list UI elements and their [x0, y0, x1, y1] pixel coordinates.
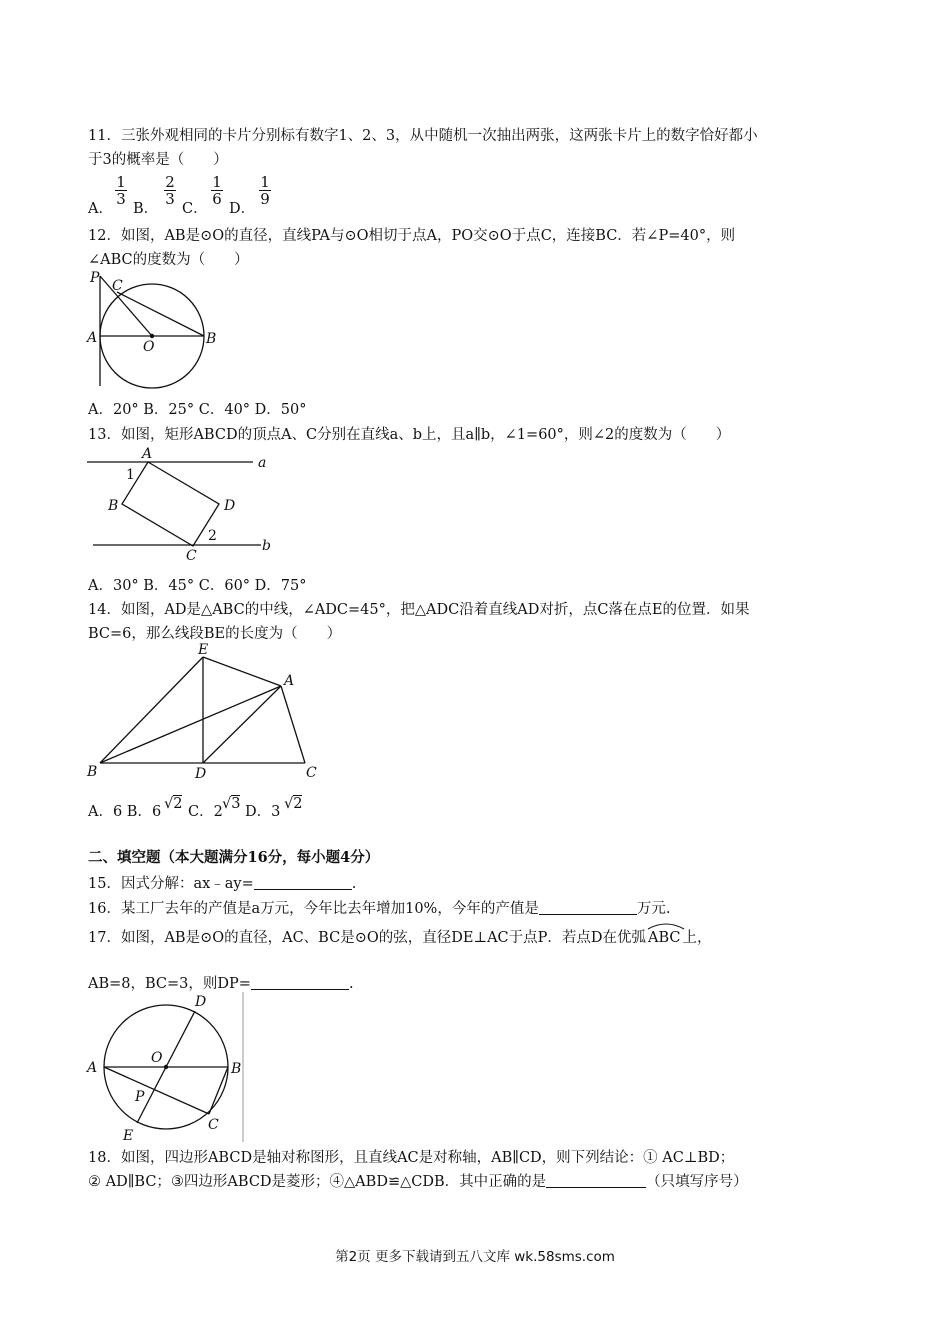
label-a: A: [142, 446, 153, 462]
label-line-b: b: [262, 538, 271, 554]
segment-ea: [203, 657, 281, 686]
q14-opt-a: A．6 B．6: [88, 804, 162, 820]
q14-line2: BC=6，那么线段BE的长度为（ ）: [88, 626, 342, 642]
q15: 15．因式分解：ax﹣ay= .: [88, 876, 357, 892]
q18-answer-blank[interactable]: [546, 1173, 646, 1188]
q11-label-c: C．: [182, 201, 208, 217]
section-2-title: 二、填空题（本大题满分16分，每小题4分）: [88, 849, 380, 866]
label-o: O: [151, 1050, 163, 1066]
label-o: O: [143, 339, 155, 355]
q12-figure: [85, 268, 225, 390]
q12-options: A．20° B．25° C．40° D．50°: [88, 402, 307, 418]
label-p: P: [90, 270, 100, 286]
q11-frac-d: 1 9: [260, 173, 270, 208]
q14-sqrt-b: √2: [164, 796, 183, 812]
q17-line1: 17．如图，AB是⊙O的直径，AC、BC是⊙O的弦，直径DE⊥AC于点P．若点D在优弧 ABC 上，: [88, 928, 712, 948]
label-a: A: [284, 673, 295, 689]
label-b: B: [87, 764, 98, 780]
q18-line1: 18．如图，四边形ABCD是轴对称图形，且直线AC是对称轴，AB∥CD，则下列结论：① AC⊥BD；: [88, 1150, 735, 1166]
label-p: P: [135, 1089, 145, 1105]
q11-label-d: D．: [229, 201, 256, 217]
q16-answer-blank[interactable]: [539, 900, 637, 915]
q11-frac-b: 2 3: [165, 173, 175, 208]
q13-line1: 13．如图，矩形ABCD的顶点A、C分别在直线a、b上，且a∥b，∠1=60°，则∠2的度数为（ ）: [88, 427, 731, 443]
label-d: D: [195, 766, 207, 782]
segment-bc: [117, 292, 204, 336]
segment-ac: [281, 686, 305, 763]
q14-figure: [85, 640, 325, 782]
label-b: B: [206, 331, 217, 347]
center-dot: [164, 1065, 168, 1069]
q15-answer-blank[interactable]: [254, 875, 352, 890]
label-e: E: [198, 642, 209, 658]
q14-sqrt-c: √3: [222, 796, 241, 812]
q11-line1: 11．三张外观相同的卡片分别标有数字1、2、3，从中随机一次抽出两张，这两张卡片上的数字恰好都小: [88, 128, 758, 144]
q17-figure: [85, 990, 250, 1146]
q11-label-a: A．: [88, 201, 113, 217]
label-angle-2: 2: [208, 528, 217, 544]
label-line-a: a: [258, 455, 267, 471]
q13-options: A．30° B．45° C．60° D．75°: [88, 578, 307, 594]
label-c: C: [208, 1117, 219, 1133]
q17-line2: AB=8，BC=3，则DP= .: [88, 976, 354, 992]
label-b: B: [108, 498, 119, 514]
label-d: D: [224, 498, 236, 514]
label-c: C: [112, 278, 123, 294]
q14-opt-d: D．3: [245, 804, 281, 820]
q12-line1: 12．如图，AB是⊙O的直径，直线PA与⊙O相切于点A，PO交⊙O于点C，连接BC．若∠P=40°，则: [88, 228, 736, 244]
chord-ac: [104, 1067, 209, 1114]
label-d: D: [195, 994, 207, 1010]
rectangle-abcd: [122, 462, 219, 546]
label-a: A: [87, 1060, 98, 1076]
q11-frac-c: 1 6: [212, 173, 222, 208]
label-angle-1: 1: [126, 467, 135, 483]
segment-ba: [100, 686, 281, 763]
q11-frac-a: 1 3: [116, 173, 126, 208]
label-a: A: [87, 330, 98, 346]
segment-be: [100, 657, 203, 763]
segment-da: [203, 686, 281, 763]
chord-bc: [209, 1067, 228, 1114]
q13-figure: [85, 442, 280, 564]
label-c: C: [186, 548, 197, 564]
q17-arc-abc: ABC: [646, 928, 683, 948]
q14-line1: 14．如图，AD是△ABC的中线，∠ADC=45°，把△ADC沿着直线AD对折，点C落在点E的位置．如果: [88, 602, 750, 618]
label-c: C: [306, 765, 317, 781]
q11-label-b: B．: [133, 201, 159, 217]
q12-line2: ∠ABC的度数为（ ）: [88, 252, 249, 268]
q14-sqrt-d: √2: [284, 796, 303, 812]
label-e: E: [123, 1128, 134, 1144]
q18-line2: ② AD∥BC；③四边形ABCD是菱形；④△ABD≌△CDB．其中正确的是 （只填写序号）: [88, 1174, 748, 1190]
q11-line2: 于3的概率是（ ）: [88, 152, 228, 168]
q17-answer-blank[interactable]: [251, 975, 349, 990]
q16: 16．某工厂去年的产值是a万元，今年比去年增加10%，今年的产值是 万元.: [88, 901, 671, 917]
page-footer: 第2页 更多下载请到五八文库 wk.58sms.com: [335, 1249, 615, 1265]
label-b: B: [231, 1061, 242, 1077]
q14-opt-c: C．2: [188, 804, 223, 820]
center-dot: [150, 334, 154, 338]
